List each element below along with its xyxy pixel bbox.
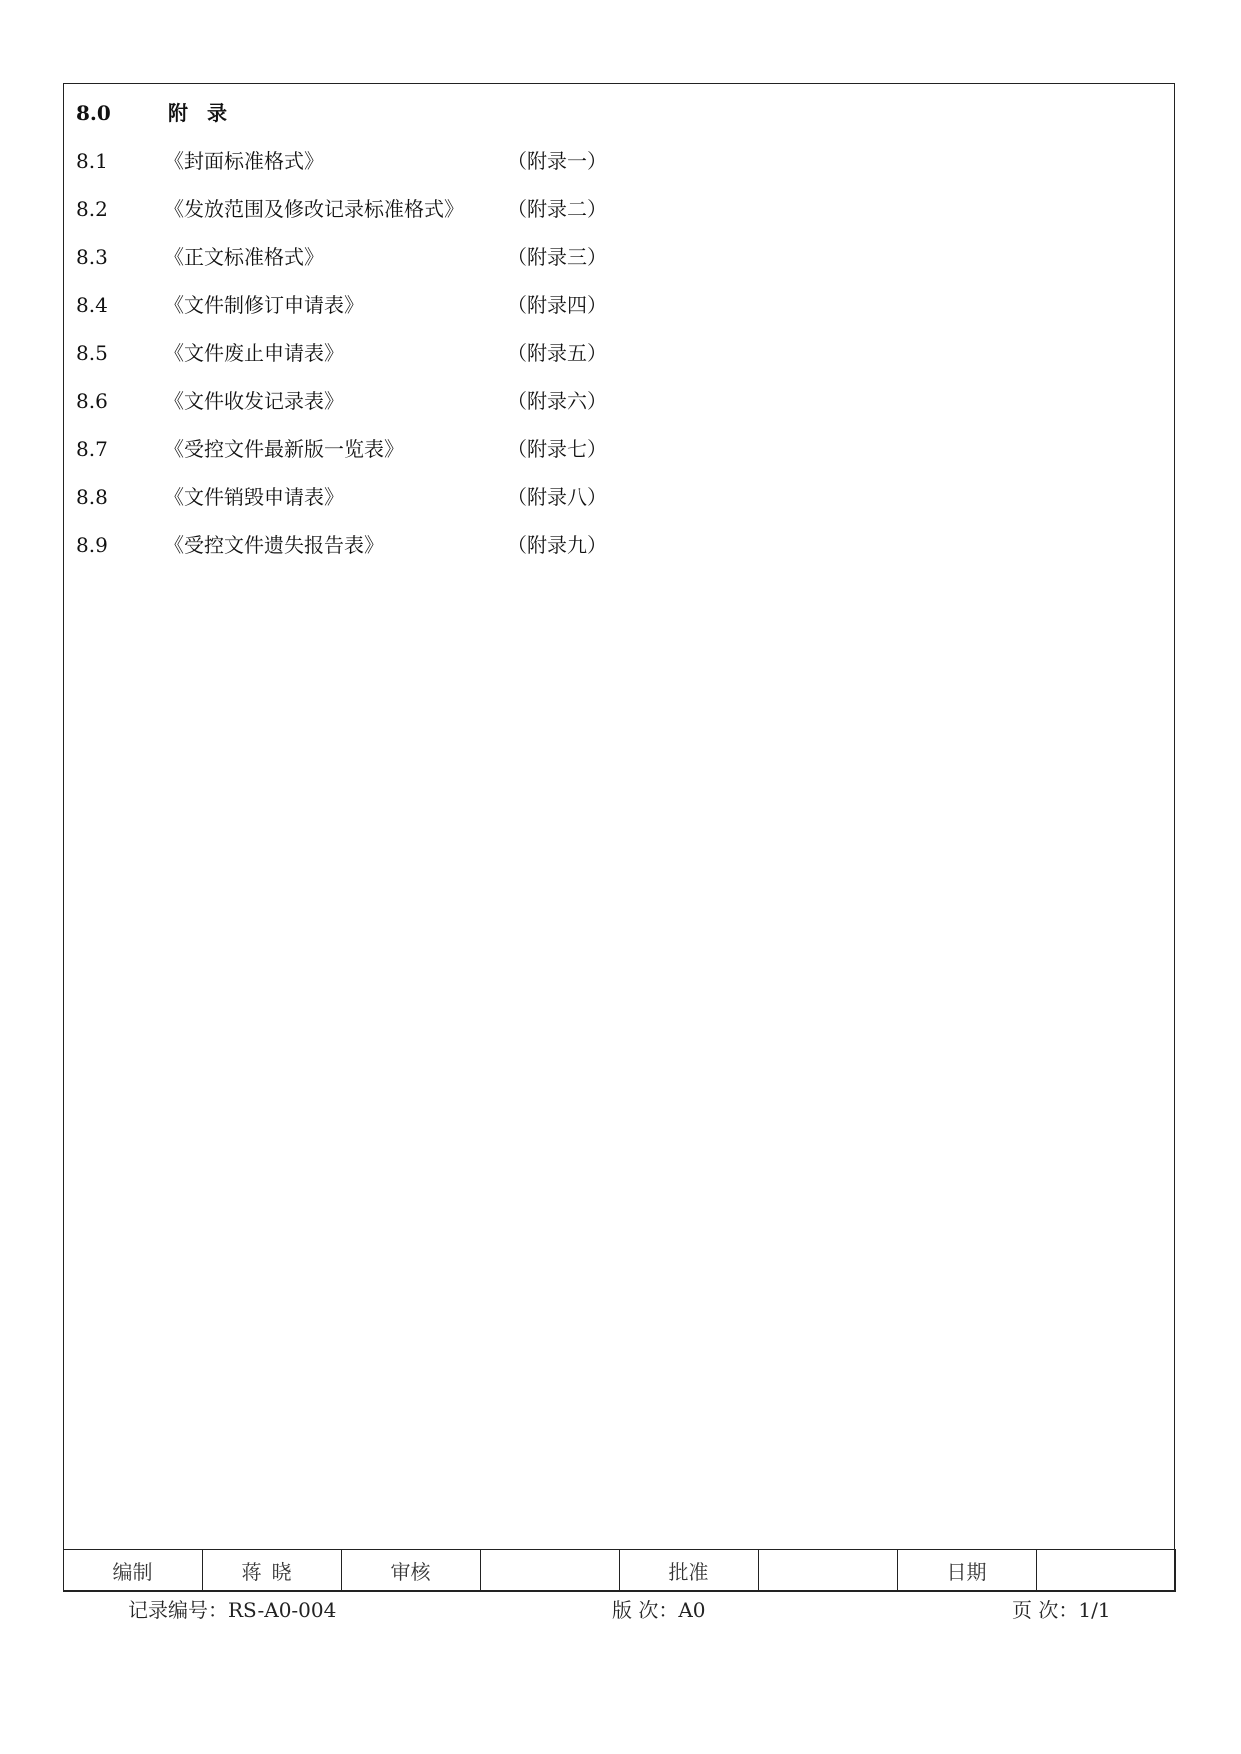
approved-by-field[interactable] <box>758 1549 897 1591</box>
item-name: 《文件废止申请表》 <box>164 341 344 365</box>
appendix-item <box>76 290 1162 338</box>
appendix-item <box>76 482 1162 530</box>
signature-row <box>63 1549 1175 1591</box>
date-field[interactable] <box>1036 1549 1175 1591</box>
prepared-label: 编制 <box>63 1549 202 1591</box>
reviewed-by-field[interactable] <box>480 1549 619 1591</box>
version-number: 版 次：A0 <box>612 1598 706 1622</box>
item-number: 8.7 <box>76 437 108 461</box>
item-number: 8.6 <box>76 389 108 413</box>
document-frame <box>63 83 1175 1591</box>
item-number: 8.2 <box>76 197 108 221</box>
item-name: 《文件制修订申请表》 <box>164 293 364 317</box>
item-ref: （附录八） <box>507 485 607 509</box>
item-ref: （附录九） <box>507 533 607 557</box>
appendix-item <box>76 386 1162 434</box>
appendix-item <box>76 242 1162 290</box>
item-ref: （附录三） <box>507 245 607 269</box>
item-number: 8.5 <box>76 341 108 365</box>
item-ref: （附录四） <box>507 293 607 317</box>
approved-label: 批准 <box>619 1549 758 1591</box>
heading-title: 附 录 <box>168 101 233 125</box>
item-number: 8.3 <box>76 245 108 269</box>
signature-table <box>63 1549 1176 1592</box>
item-name: 《文件销毁申请表》 <box>164 485 344 509</box>
heading-number: 8.0 <box>76 101 111 125</box>
item-name: 《封面标准格式》 <box>164 149 324 173</box>
appendix-item <box>76 146 1162 194</box>
prepared-by-field[interactable]: 蒋晓 <box>202 1549 341 1591</box>
page-footer <box>0 1592 1241 1628</box>
item-ref: （附录七） <box>507 437 607 461</box>
item-name: 《受控文件遗失报告表》 <box>164 533 384 557</box>
item-ref: （附录五） <box>507 341 607 365</box>
item-name: 《受控文件最新版一览表》 <box>164 437 404 461</box>
date-label: 日期 <box>897 1549 1036 1591</box>
item-name: 《正文标准格式》 <box>164 245 324 269</box>
record-number: 记录编号：RS-A0-004 <box>128 1598 337 1622</box>
item-number: 8.9 <box>76 533 108 557</box>
item-number: 8.8 <box>76 485 108 509</box>
item-name: 《发放范围及修改记录标准格式》 <box>164 197 464 221</box>
item-ref: （附录六） <box>507 389 607 413</box>
appendix-item <box>76 434 1162 482</box>
item-ref: （附录一） <box>507 149 607 173</box>
appendix-item <box>76 194 1162 242</box>
reviewed-label: 审核 <box>341 1549 480 1591</box>
item-name: 《文件收发记录表》 <box>164 389 344 413</box>
item-number: 8.4 <box>76 293 108 317</box>
appendix-section <box>76 98 1162 578</box>
appendix-item <box>76 530 1162 578</box>
item-ref: （附录二） <box>507 197 607 221</box>
item-number: 8.1 <box>76 149 108 173</box>
appendix-item <box>76 338 1162 386</box>
page-number: 页 次：1/1 <box>1012 1598 1111 1622</box>
appendix-heading <box>76 98 1162 146</box>
